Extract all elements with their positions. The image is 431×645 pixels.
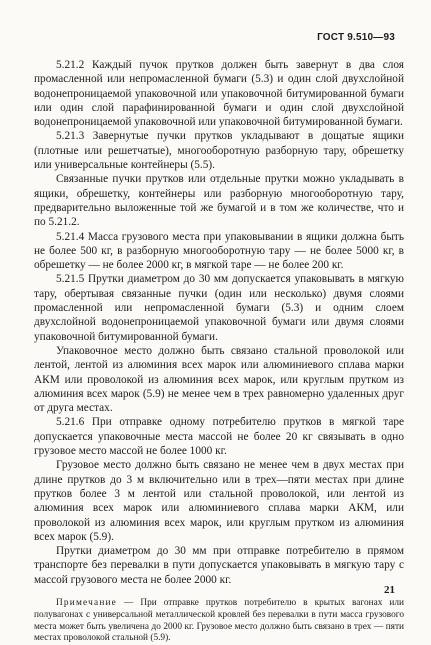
document-body bbox=[34, 58, 404, 645]
paragraph-bundles-packing: Связанные пучки прутков или отдельные прутки можно укладывать в ящики, обрешетку, контейнеры или разборную многооборотную тару, предварительно выложенные той же бумагой и в том же количестве, что и по 5.21.2. bbox=[34, 173, 404, 229]
paragraph-5-21-2: 5.21.2 Каждый пучок прутков должен быть завернут в два слоя промасленной или непромасленной бумаги (5.3) и один слой двухслойной водонепроницаемой упаковочной или упаковочной битумированной бумаги или один слой парафинированной бумаги и один слой двухслойной водонепроницаемой упаковочной или упаковочной битумированной бумаги. bbox=[34, 59, 404, 129]
page-number: 21 bbox=[384, 584, 395, 596]
note-text: — При отправке прутков потребителю в крытых вагонах или полувагонах с универсальной металлической кровлей без перевалки в пути масса грузового места может быть увеличена до 2000 кг. Грузовое место должно быть связано в трех — пяти местах проволокой стальной (5.9). bbox=[34, 597, 404, 644]
paragraph-5-21-5: 5.21.5 Прутки диаметром до 30 мм допускается упаковывать в мягкую тару, обертывая связанные пучки (один или несколько) двумя слоями промасленной или непромасленной бумаги (5.3) и одним слоем двухслойной водонепроницаемой упаковочной бумаги или двумя слоями упаковочной битумированной бумаги. bbox=[34, 273, 404, 343]
note-label: Примечание bbox=[56, 597, 117, 608]
paragraph-packing-unit-binding: Упаковочное место должно быть связано стальной проволокой или лентой, лентой из алюминия всех марок или алюминиевого сплава марки АКМ или проволокой из алюминия всех марок, или круглым прутком из алюминия всех марок (5.9) не менее чем в трех равномерно удаленных друг от друга местах. bbox=[34, 344, 404, 415]
standard-header: ГОСТ 9.510—93 bbox=[317, 32, 395, 43]
paragraph-5-21-6: 5.21.6 При отправке одному потребителю прутков в мягкой таре допускается упаковочные места массой не более 20 кг связывать в одно грузовое место массой не более 1000 кг. bbox=[34, 416, 404, 458]
note-block bbox=[34, 598, 404, 645]
paragraph-cargo-binding: Грузовое место должно быть связано не менее чем в двух местах при длине прутков до 3 м включительно или в трех—пяти местах при длине прутков более 3 м лентой или стальной проволокой, или лентой из алюминия всех марок или алюминиевого сплава марки АКМ, или проволокой из алюминия всех марок, или круглым прутком из алюминия всех марок (5.9). bbox=[34, 459, 404, 543]
paragraph-5-21-3: 5.21.3 Завернутые пучки прутков укладывают в дощатые ящики (плотные или решетчатые), многооборотную разборную тару, обрешетку или универсальные контейнеры (5.5). bbox=[34, 130, 404, 172]
paragraph-direct-transport: Прутки диаметром до 30 мм при отправке потребителю в прямом транспорте без перевалки в пути допускается упаковывать в мягкую тару с массой грузового места не более 2000 кг. bbox=[34, 545, 404, 586]
paragraph-5-21-4: 5.21.4 Масса грузового места при упаковывании в ящики должна быть не более 500 кг, в разборную многооборотную тару — не более 5000 кг, в обрешетку — не более 2000 кг, в мягкой таре — не более 200 кг. bbox=[34, 230, 404, 272]
